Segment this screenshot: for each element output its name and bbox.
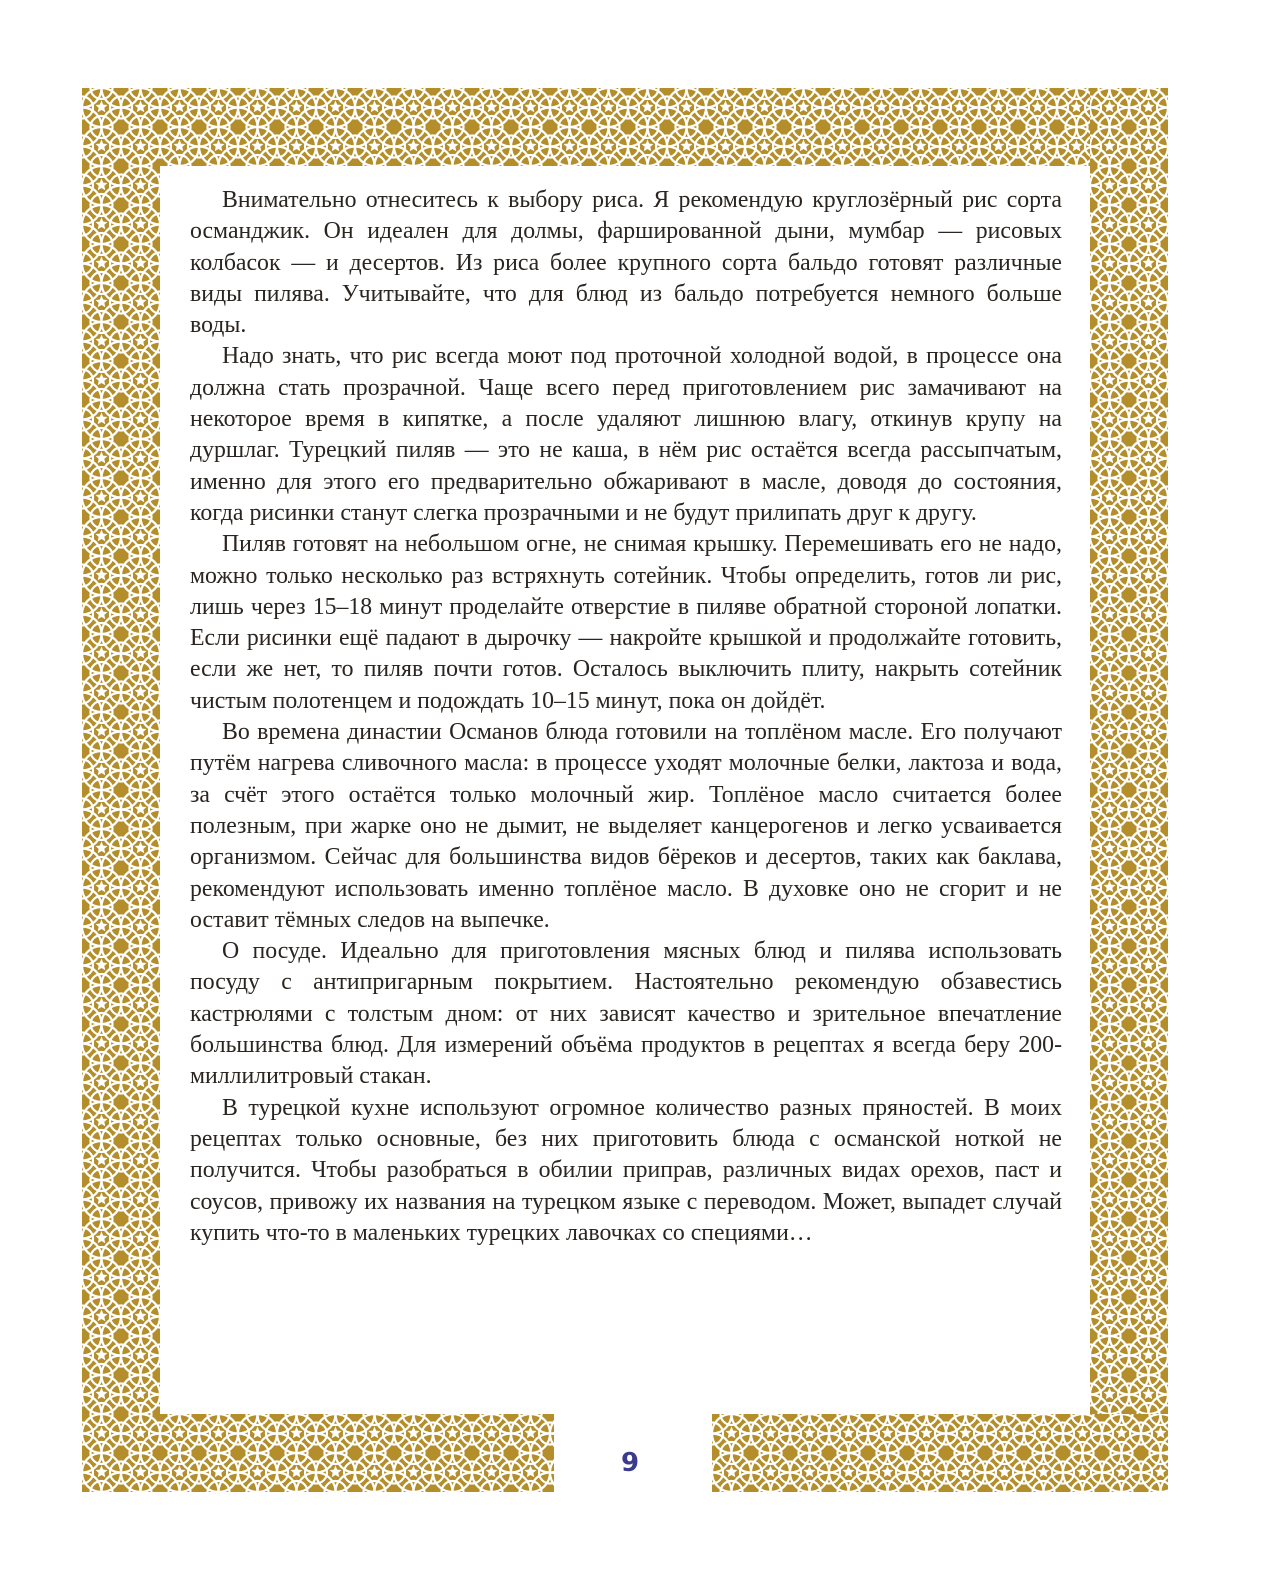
paragraph-cookware: О посуде. Идеально для приготовления мясных блюд и пилява использовать посуду с антипригарным покрытием. Настоятельно рекомендую обзавестись кастрюлями с толстым дном: от них зависят качество и зрительное впечатление большинства блюд. Для измерений объёма продуктов в рецептах я всегда беру 200-миллилитровый стакан.: [190, 938, 1062, 1090]
ornamental-border-bottom-left: [82, 1414, 554, 1492]
page-number: 9: [620, 1448, 640, 1478]
ornamental-border-bottom-right: [712, 1414, 1168, 1492]
ornamental-border-top: [82, 88, 1168, 166]
paragraph-rice-selection: Внимательно отнеситесь к выбору риса. Я рекомендую круглозёрный рис сорта османджик. Он идеален для долмы, фаршированной дыни, мумбар — рисовых колбасок — и десертов. Из риса более крупного сорта бальдо готовят различные виды пилява. Учитывайте, что для блюд из бальдо потребуется немного больше воды.: [190, 187, 1062, 339]
paragraph-rice-washing: Надо знать, что рис всегда моют под проточной холодной водой, в процессе она должна стать прозрачной. Чаще всего перед приготовлением рис замачивают на некоторое время в кипятке, а после удаляют лишнюю влагу, откинув крупу на дуршлаг. Турецкий пиляв — это не каша, в нём рис остаётся всегда рассыпчатым, именно для этого его предварительно обжаривают в масле, доводя до состояния, когда рисинки станут слегка прозрачными и не будут прилипать друг к другу.: [190, 343, 1062, 526]
body-text: [190, 185, 1062, 1249]
paragraph-pilaf-cooking: Пиляв готовят на небольшом огне, не снимая крышку. Перемешивать его не надо, можно только несколько раз встряхнуть сотейник. Чтобы определить, готов ли рис, лишь через 15–18 минут проделайте отверстие в пиляве обратной стороной лопатки. Если рисинки ещё падают в дырочку — накройте крышкой и продолжайте готовить, если же нет, то пиляв почти готов. Осталось выключить плиту, накрыть сотейник чистым полотенцем и подождать 10–15 минут, пока он дойдёт.: [190, 531, 1062, 714]
ornamental-border-right: [1090, 88, 1168, 1492]
paragraph-ghee: Во времена династии Османов блюда готовили на топлёном масле. Его получают путём нагрева сливочного масла: в процессе уходят молочные белки, лактоза и вода, за счёт этого остаётся только молочный жир. Топлёное масло считается более полезным, при жарке оно не дымит, не выделяет канцерогенов и легко усваивается организмом. Сейчас для большинства видов бёреков и десертов, таких как баклава, рекомендуют использовать именно топлёное масло. В духовке оно не сгорит и не оставит тёмных следов на выпечке.: [190, 719, 1062, 933]
paragraph-spices: В турецкой кухне используют огромное количество разных пряностей. В моих рецептах только основные, без них приготовить блюда с османской ноткой не получится. Чтобы разобраться в обилии приправ, различных видах орехов, паст и соусов, привожу их названия на турецком языке с переводом. Может, выпадет случай купить что-то в маленьких турецких лавочках со специями…: [190, 1094, 1062, 1246]
ornamental-border-left: [82, 88, 160, 1492]
